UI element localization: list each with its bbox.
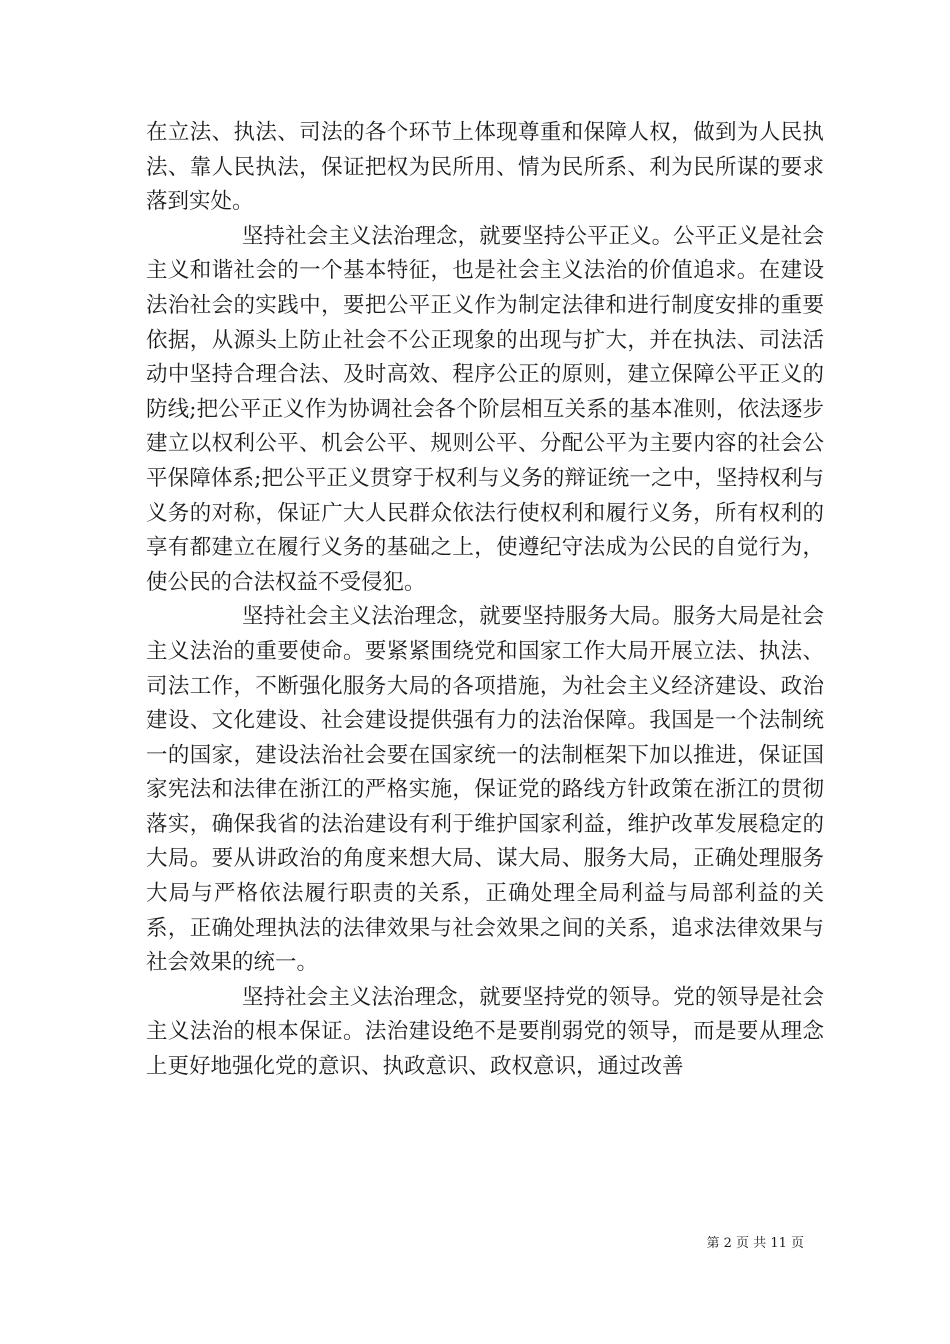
paragraph-4: 坚持社会主义法治理念，就要坚持党的领导。党的领导是社会主义法治的根本保证。法治建设绝不是要削弱党的领导，而是要从理念上更好地强化党的意识、执政意识、政权意识，通过改善	[146, 984, 824, 1080]
paragraph-2: 坚持社会主义法治理念，就要坚持公平正义。公平正义是社会主义和谐社会的一个基本特征，也是社会主义法治的价值追求。在建设法治社会的实践中，要把公平正义作为制定法律和进行制度安排的重要依据，从源头上防止社会不公正现象的出现与扩大，并在执法、司法活动中坚持合理合法、及时高效、程序公正的原则，建立保障公平正义的防线;把公平正义作为协调社会各个阶层相互关系的基本准则，依法逐步建立以权利公平、机会公平、规则公平、分配公平为主要内容的社会公平保障体系;把公平正义贯穿于权利与义务的辩证统一之中，坚持权利与义务的对称，保证广大人民群众依法行使权利和履行义务，所有权利的享有都建立在履行义务的基础之上，使遵纪守法成为公民的自觉行为，使公民的合法权益不受侵犯。	[146, 223, 824, 595]
paragraph-3: 坚持社会主义法治理念，就要坚持服务大局。服务大局是社会主义法治的重要使命。要紧紧围绕党和国家工作大局开展立法、执法、司法工作，不断强化服务大局的各项措施，为社会主义经济建设、政治建设、文化建设、社会建设提供强有力的法治保障。我国是一个法制统一的国家，建设法治社会要在国家统一的法制框架下加以推进，保证国家宪法和法律在浙江的严格实施，保证党的路线方针政策在浙江的贯彻落实，确保我省的法治建设有利于维护国家利益，维护改革发展稳定的大局。要从讲政治的角度来想大局、谋大局、服务大局，正确处理服务大局与严格依法履行职责的关系，正确处理全局利益与局部利益的关系，正确处理执法的法律效果与社会效果之间的关系，追求法律效果与社会效果的统一。	[146, 604, 824, 976]
page-number: 第 2 页 共 11 页	[706, 1236, 804, 1251]
document-body	[146, 116, 824, 1085]
paragraph-1: 在立法、执法、司法的各个环节上体现尊重和保障人权，做到为人民执法、靠人民执法，保证把权为民所用、情为民所系、利为民所谋的要求落到实处。	[146, 120, 824, 215]
